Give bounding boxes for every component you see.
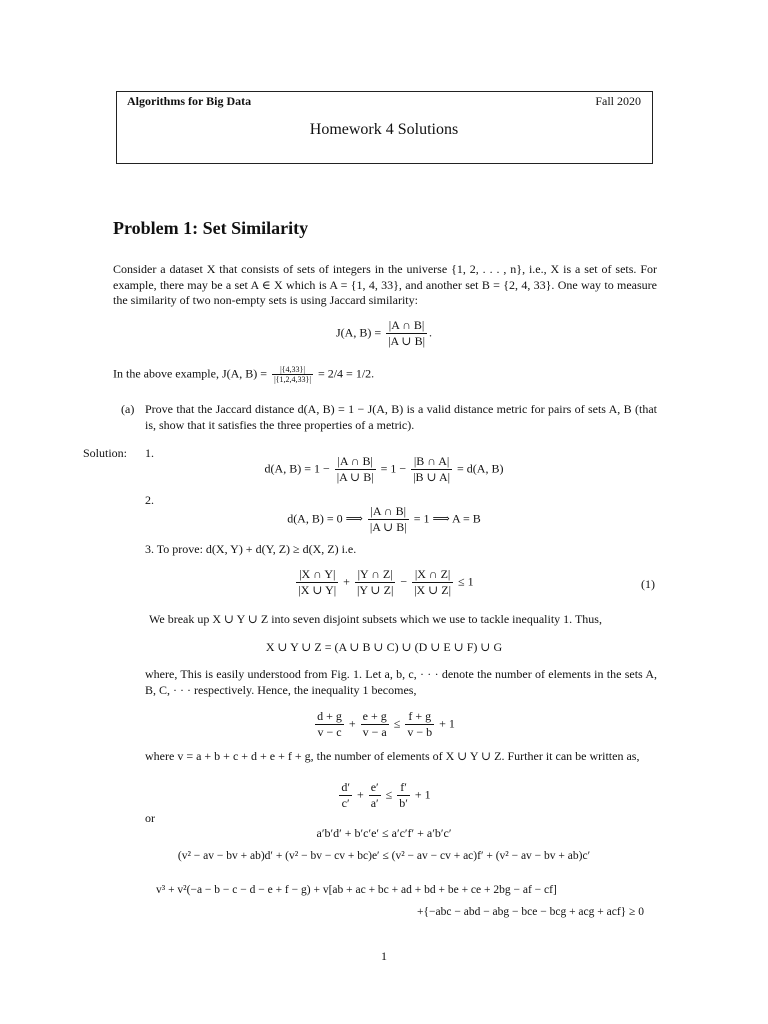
eq3-num2: |Y ∩ Z| [355, 567, 395, 583]
eq5-num1: d′ [341, 780, 350, 794]
eq1-den1: |A ∪ B| [336, 470, 374, 484]
eq3-num1: |X ∩ Y| [296, 567, 338, 583]
eq1-frac2 [411, 454, 452, 485]
jaccard-num: |A ∩ B| [386, 318, 427, 334]
equation-8-line-2: +{−abc − abd − abg − bce − bcg + acg + acf} ≥ 0 [417, 906, 644, 918]
eq1-num1: |A ∩ B| [335, 454, 376, 470]
eq3-den3: |X ∪ Z| [414, 583, 451, 597]
eq1-c: = d(A, B) [457, 461, 504, 476]
eq1-b: = 1 − [380, 461, 407, 476]
eq2-den: |A ∪ B| [369, 520, 407, 534]
equation-6: a′b′d′ + b′c′e′ ≤ a′c′f′ + a′b′c′ [316, 826, 452, 840]
eq1-den2: |B ∪ A| [413, 470, 451, 484]
equation-1 [0, 454, 768, 485]
v-definition: where v = a + b + c + d + e + f + g, the number of elements of X ∪ Y ∪ Z. Further it can be written as, [145, 749, 640, 763]
eq4-num2: e + g [362, 709, 387, 723]
eq5-num3: f′ [397, 780, 410, 796]
equation-5: $\frac{d'}{c'}$ + $\frac{e'}{a'}$ ≤ $\frac{f'}{b'}$ + 1 [341, 780, 431, 810]
eq5-tail: + 1 [414, 787, 431, 802]
eq2-a: d(A, B) = 0 ⟹ [287, 511, 363, 526]
eq5-frac1 [339, 780, 352, 811]
jaccard-formula: J(A, B) = $\frac{|A \cap B|}{|A \cup B|}$ . [336, 318, 432, 348]
break-up-text: We break up X ∪ Y ∪ Z into seven disjoint subsets which we use to tackle inequality 1. Thus, [149, 612, 602, 626]
eq4-tail: + 1 [439, 716, 455, 731]
eq4-frac1 [315, 709, 344, 740]
where-paragraph: where, This is easily understood from Fig. 1. Let a, b, c, · · · denote the number of elements in the sets A, B, C, · · · respectively. Hence, the inequality 1 becomes, [145, 667, 657, 697]
eq3-frac1 [296, 567, 338, 598]
equation-3: $\frac{|X \cap Y|}{|X \cup Y|}$ + $\frac{|Y \cap Z|}{|Y \cup Z|}$ − $\frac{|X \cap Z|}{|X \cup Z|}$ ≤ 1 [298, 567, 474, 597]
jaccard-lhs: J(A, B) = [336, 325, 382, 340]
eq5-den3: b′ [399, 796, 408, 810]
union-equation: X ∪ Y ∪ Z = (A ∪ B ∪ C) ∪ (D ∪ E ∪ F) ∪ G [265, 640, 503, 654]
eq4-frac2 [361, 709, 389, 740]
example-suffix: = 2/4 = 1/2. [317, 366, 375, 381]
eq5-frac3 [397, 780, 410, 811]
example-line [113, 365, 657, 384]
equation-8-line-1: v³ + v²(−a − b − c − d − e + f − g) + v[ab + ac + bc + ad + bd + be + ce + 2bg − af − cf] [156, 884, 557, 896]
eq4-den3: v − b [407, 725, 433, 739]
problem-heading: Problem 1: Set Similarity [113, 218, 309, 238]
eq5-frac2 [369, 780, 381, 811]
eq5-num2: e′ [370, 780, 379, 794]
eq1-frac1 [335, 454, 376, 485]
item-1: 1. [145, 446, 154, 460]
eq4-num3: f + g [405, 709, 434, 725]
eq2-num: |A ∩ B| [368, 504, 409, 520]
eq1-num2: |B ∩ A| [411, 454, 452, 470]
part-a-label: (a) [121, 402, 135, 416]
eq3-tail: ≤ 1 [458, 574, 474, 589]
example-den: |{1,2,4,33}| [274, 375, 311, 384]
eq2-frac [368, 504, 409, 535]
eq3-frac2 [355, 567, 395, 598]
equation-tag-1: (1) [641, 577, 655, 591]
equation-7: (v² − av − bv + ab)d′ + (v² − bv − cv + bc)e′ ≤ (v² − av − cv + ac)f′ + (v² − av − bv + ab)c′ [177, 850, 591, 862]
eq5-den1: c′ [341, 796, 350, 810]
homework-title: Homework 4 Solutions [309, 121, 459, 138]
eq4-den2: v − a [362, 725, 387, 739]
example-num: |{4,33}| [272, 365, 313, 375]
equation-2 [0, 504, 768, 535]
eq2-b: = 1 ⟹ A = B [413, 511, 481, 526]
jaccard-fraction [386, 318, 427, 349]
eq1-a: d(A, B) = 1 − [264, 461, 330, 476]
example-prefix: In the above example, J(A, B) = [113, 366, 268, 381]
eq3-frac3 [412, 567, 453, 598]
eq3-num3: |X ∩ Z| [412, 567, 453, 583]
jaccard-den: |A ∪ B| [388, 334, 425, 348]
page-number: 1 [381, 949, 387, 963]
term-label: Fall 2020 [595, 94, 641, 108]
part-a-text: Prove that the Jaccard distance d(A, B) = 1 − J(A, B) is a valid distance metric for pairs of sets A, B (that is, show that it satisfies the three properties of a metric). [145, 402, 657, 432]
eq3-den1: |X ∪ Y| [298, 583, 337, 597]
item-2: 2. [145, 493, 154, 507]
eq4-num1: d + g [317, 709, 342, 723]
eq4-frac3 [405, 709, 434, 740]
item-3: 3. To prove: d(X, Y) + d(Y, Z) ≥ d(X, Z) i.e. [145, 542, 357, 556]
equation-4: $\frac{d + g}{v - c}$ + $\frac{e + g}{v - a}$ ≤ $\frac{f + g}{v - b}$ + 1 [317, 709, 455, 739]
eq3-den2: |Y ∪ Z| [356, 583, 394, 597]
eq4-den1: v − c [317, 725, 342, 739]
intro-paragraph: Consider a dataset X that consists of sets of integers in the universe {1, 2, . . . , n}, i.e., X is a set of sets. For example, there may be a set A ∈ X which is A = {1, 4, 33}, and another set B = {2, 4, 33}. One way to measure the similarity of two non-empty sets is using Jaccard similarity: [113, 262, 657, 307]
example-fraction [272, 365, 313, 384]
solution-label: Solution: [83, 446, 128, 460]
or-text: or [145, 811, 155, 825]
eq5-den2: a′ [370, 796, 379, 810]
course-name: Algorithms for Big Data [127, 94, 252, 108]
